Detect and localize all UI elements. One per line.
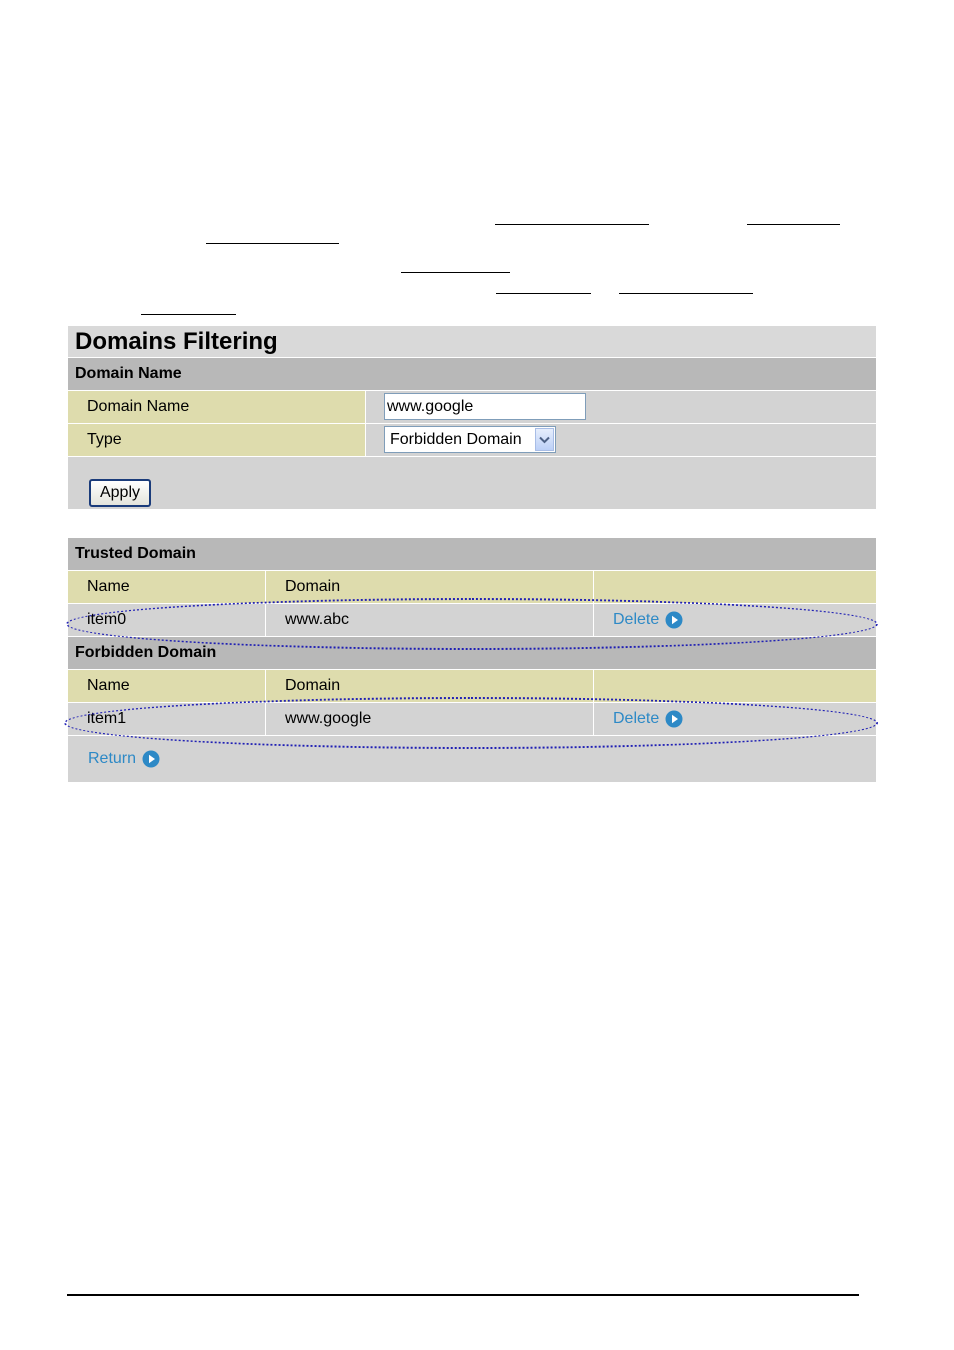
apply-area (68, 457, 876, 509)
return-label: Return (88, 750, 137, 767)
trusted-col-action (594, 571, 876, 603)
circle-play-icon (665, 710, 683, 728)
circle-play-icon (665, 611, 683, 629)
trusted-row-domain: www.abc (266, 604, 594, 636)
delete-forbidden-link[interactable] (613, 705, 683, 733)
domain-name-label: Domain Name (68, 391, 366, 423)
type-label: Type (68, 424, 366, 456)
delete-label: Delete (613, 710, 660, 727)
domain-name-section-header: Domain Name (68, 358, 876, 391)
type-cell (366, 424, 876, 456)
trusted-col-domain: Domain (266, 571, 594, 603)
type-select[interactable] (384, 426, 556, 453)
redacted-text-line (747, 224, 840, 225)
delete-label: Delete (613, 611, 660, 628)
table-row (68, 703, 876, 736)
return-link[interactable] (88, 745, 160, 773)
return-row (68, 736, 876, 782)
trusted-table-header (68, 571, 876, 604)
trusted-domain-section-header: Trusted Domain (68, 538, 876, 571)
forbidden-row-action-cell (594, 703, 876, 735)
domains-filtering-panel (68, 326, 876, 509)
redacted-text-line (206, 243, 339, 244)
domain-name-input[interactable] (384, 393, 586, 420)
apply-button[interactable]: Apply (89, 479, 151, 507)
type-row (68, 424, 876, 457)
forbidden-col-action (594, 670, 876, 702)
type-select-value: Forbidden Domain (390, 431, 522, 448)
redacted-text-line (495, 224, 649, 225)
trusted-col-name: Name (68, 571, 266, 603)
table-row (68, 604, 876, 637)
domain-name-cell (366, 391, 876, 423)
forbidden-domain-section-header: Forbidden Domain (68, 637, 876, 670)
footer-rule (67, 1294, 859, 1296)
delete-trusted-link[interactable] (613, 606, 683, 634)
redacted-text-line (619, 293, 753, 294)
redacted-text-line (141, 314, 236, 315)
page-title: Domains Filtering (68, 326, 876, 358)
circle-play-icon (142, 750, 160, 768)
redacted-text-line (496, 293, 591, 294)
trusted-row-name: item0 (68, 604, 266, 636)
forbidden-row-name: item1 (68, 703, 266, 735)
trusted-row-action-cell (594, 604, 876, 636)
chevron-down-icon[interactable] (535, 428, 554, 451)
redacted-text-line (401, 272, 510, 273)
forbidden-row-domain: www.google (266, 703, 594, 735)
domain-name-row (68, 391, 876, 424)
domain-lists-panel (68, 538, 876, 782)
forbidden-col-name: Name (68, 670, 266, 702)
forbidden-table-header (68, 670, 876, 703)
forbidden-col-domain: Domain (266, 670, 594, 702)
